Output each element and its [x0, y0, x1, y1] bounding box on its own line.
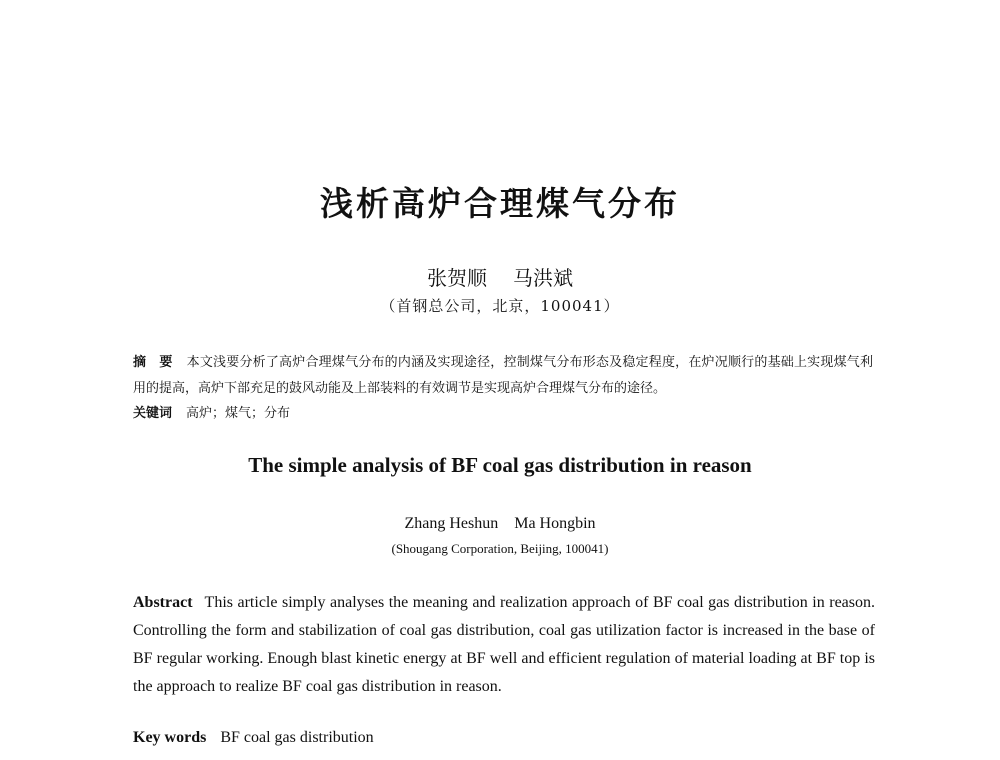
chinese-author-2: 马洪斌 — [513, 266, 573, 290]
chinese-author-1: 张贺顺 — [427, 266, 487, 290]
chinese-abstract-text: 本文浅要分析了高炉合理煤气分布的内涵及实现途径，控制煤气分布形态及稳定程度，在炉况顺行的基础上实现煤气利用的提高，高炉下部充足的鼓风动能及上部装料的有效调节是实现高炉合理煤气分布的途径。 — [133, 355, 873, 396]
chinese-keywords-label: 关键词 — [133, 406, 173, 421]
english-abstract-label: Abstract — [133, 594, 193, 611]
chinese-keywords — [133, 402, 290, 421]
english-authors — [0, 515, 1000, 533]
english-author-1: Zhang Heshun — [404, 515, 499, 532]
english-keywords-label: Key words — [133, 729, 207, 746]
english-affiliation: (Shougang Corporation, Beijing, 100041) — [391, 541, 609, 556]
chinese-authors — [0, 262, 1000, 291]
english-keywords — [133, 729, 374, 747]
chinese-abstract-label: 摘 要 — [133, 355, 173, 370]
english-abstract-text: This article simply analyses the meaning and realization approach of BF coal gas distribution in reason. Controlling the form and stabilization of coal gas distribution, coal gas utilization factor is increased in the base of BF regular working. Enough blast kinetic energy at BF well and efficient regulation of material loading at BF top is the approach to realize BF coal gas distribution in reason. — [133, 594, 875, 695]
english-author-2: Ma Hongbin — [514, 515, 596, 532]
chinese-abstract — [133, 350, 873, 402]
english-keywords-text: BF coal gas distribution — [220, 729, 374, 746]
chinese-title: 浅析高炉合理煤气分布 — [320, 184, 680, 223]
english-abstract — [133, 589, 875, 701]
chinese-keywords-text: 高炉；煤气；分布 — [186, 406, 291, 421]
chinese-affiliation: （首钢总公司，北京，100041） — [380, 297, 620, 315]
english-title: The simple analysis of BF coal gas distribution in reason — [248, 453, 752, 477]
